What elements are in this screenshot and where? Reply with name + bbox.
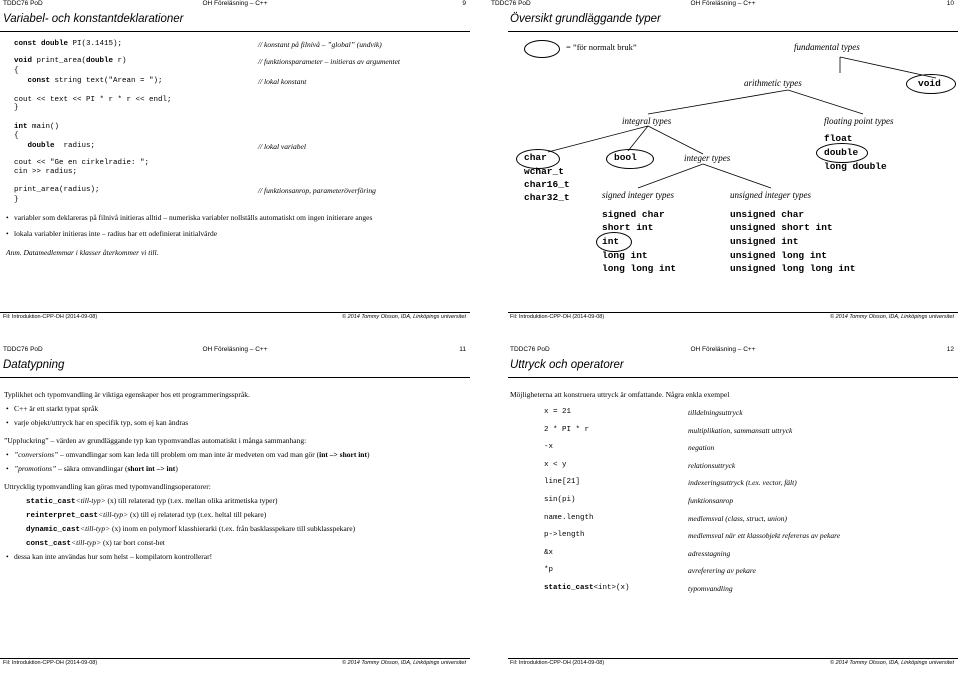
conversions-example: int –> short int: [319, 450, 367, 459]
label-unsigned: unsigned integer types: [730, 190, 811, 200]
promotions-example: short int –> int: [127, 464, 176, 473]
header-page-number: 10: [946, 0, 954, 7]
cast-target: <till-typ>: [80, 524, 111, 533]
legend-text: = ”för normalt bruk”: [566, 42, 637, 52]
type-long-double: long double: [824, 161, 887, 172]
expression-code: 2 * PI * r: [544, 425, 590, 434]
title-divider: [508, 377, 958, 378]
cast-reinterpret: [26, 510, 266, 520]
cast-description: (x) till ej relaterad typ (t.ex. heltal till pekare): [128, 510, 267, 519]
expression-code: line[21]: [544, 478, 581, 487]
explicit-cast-text: Uttrycklig typomvandling kan göras med typomvandlingsoperatorer:: [4, 482, 211, 491]
expression-code: x < y: [544, 460, 567, 469]
code-line-5: cout << text << PI * r * r << endl;: [14, 96, 172, 104]
note: Anm. Datamedlemmar i klasser återkommer vi till.: [6, 248, 159, 257]
intro-text: Möjligheterna att konstruera uttryck är omfattande. Några enkla exempel: [510, 390, 730, 399]
expression-description: typomvandling: [688, 584, 733, 593]
label-signed: signed integer types: [602, 190, 674, 200]
intro-text: Typlikhet och typomvandling är viktiga egenskaper hos ett programmeringsspråk.: [4, 390, 250, 399]
bullet-checked: • dessa kan inte användas hur som helst – kompilatorn kontrollerar!: [14, 552, 212, 561]
slide-10: [488, 0, 958, 334]
header-course: TDDC76 PoD: [3, 0, 43, 7]
slide-header: [488, 346, 958, 358]
type-wchar: wchar_t: [524, 166, 564, 177]
expression-code: static_cast<int>(x): [544, 584, 630, 592]
slide-11: [0, 346, 470, 680]
type-unsigned-int: unsigned int: [730, 236, 799, 247]
cast-keyword: dynamic_cast: [26, 526, 81, 534]
code-line-12: print_area(radius);: [14, 186, 100, 194]
expression-description: avreferering av pekare: [688, 566, 756, 576]
expression-description: tilldelningsuttryck: [688, 408, 743, 417]
code-line-13: }: [14, 196, 19, 204]
footer-file: Fil: Introduktion-CPP-OH (2014-09-08): [510, 314, 605, 320]
label-arithmetic: arithmetic types: [744, 78, 802, 88]
type-int: int: [602, 236, 620, 247]
slide-title: Uttryck och operatorer: [510, 359, 624, 371]
label-integer: integer types: [684, 153, 731, 163]
header-course: TDDC76 PoD: [510, 346, 550, 353]
header-page-number: 11: [459, 346, 466, 353]
cast-description: (x) till relaterad typ (t.ex. mellan olika aritmetiska typer): [105, 496, 278, 505]
slide-title: Datatypning: [3, 359, 65, 371]
bullet-local-vars: • lokala variabler initieras inte – radius har ett odefinierat initialvärde: [14, 229, 217, 238]
code-line-9: double radius;: [27, 142, 96, 150]
slide-9: [0, 0, 470, 334]
header-page-number: 12: [946, 346, 954, 353]
slide-12: [488, 346, 958, 680]
cast-target: <till-typ>: [75, 496, 106, 505]
code-comment-4: // lokal konstant: [258, 77, 307, 86]
code-comment-2: // funktionsparameter – initieras av argumentet: [258, 57, 400, 66]
cast-const: [26, 538, 165, 548]
code-line-4: const string text("Arean = ");: [27, 77, 163, 85]
header-course: TDDC76 PoD: [3, 346, 43, 353]
expression-description: relationsuttryck: [688, 460, 736, 470]
bullet-file-level: • variabler som deklareras på filnivå initieras alltid – numeriska variabler nollställs automatiskt om ingen initierare anges: [14, 213, 372, 222]
expression-description: multiplikation, sammansatt uttryck: [688, 425, 793, 435]
header-lecture: OH Föreläsning – C++: [690, 346, 756, 353]
promotions-term: ”promotions”: [14, 464, 57, 473]
footer-divider: [508, 658, 958, 659]
footer-divider: [508, 312, 958, 313]
type-char32: char32_t: [524, 192, 570, 203]
slide-header: [0, 346, 470, 358]
type-void: void: [918, 78, 941, 89]
footer-file: Fil: Introduktion-CPP-OH (2014-09-08): [3, 660, 98, 666]
cast-keyword: static_cast: [544, 584, 594, 592]
title-divider: [0, 31, 470, 32]
conversions-term: ”conversions”: [14, 450, 59, 459]
expression-code: p->length: [544, 531, 585, 540]
code-line-3: {: [14, 67, 19, 75]
type-bool: bool: [614, 152, 637, 163]
code-line-6: }: [14, 104, 19, 112]
type-unsigned-long-long-int: unsigned long long int: [730, 263, 856, 274]
bullet-promotions: • ”promotions” – säkra omvandlingar (short int –> int): [14, 464, 178, 473]
expression-code: -x: [544, 443, 554, 452]
expression-description: medlemsval när ett klassobjekt refereras av pekare: [688, 531, 841, 541]
code-line-8: {: [14, 132, 19, 140]
header-lecture: OH Föreläsning – C++: [202, 346, 268, 353]
cast-description: (x) tar bort const-het: [101, 538, 165, 547]
cast-keyword: reinterpret_cast: [26, 512, 99, 520]
code-comment-12: // funktionsanrop, parameteröverföring: [258, 186, 376, 195]
footer-divider: [0, 312, 470, 313]
cast-description: (x) inom en polymorf klasshierarki (t.ex. från basklasspekare till subklasspekare): [110, 524, 356, 533]
type-signed-char: signed char: [602, 209, 665, 220]
expression-code: *p: [544, 566, 554, 575]
label-floating: floating point types: [824, 116, 894, 126]
conversions-text: – omvandlingar som kan leda till problem om man inte är medveten om vad man gör (: [58, 450, 320, 459]
bullet-specific-type: • varje objekt/uttryck har en specifik typ, som ej kan ändras: [14, 418, 188, 427]
expression-description: indexeringsuttryck (t.ex. vector, fält): [688, 478, 797, 488]
header-course: TDDC76 PoD: [491, 0, 531, 7]
uppluckring-text: ”Uppluckring” – värden av grundläggande typ kan typomvandlas automatiskt i många sammanhang:: [4, 436, 307, 445]
type-unsigned-short-int: unsigned short int: [730, 222, 833, 233]
footer-file: Fil: Introduktion-CPP-OH (2014-09-08): [510, 660, 605, 666]
code-comment-9: // lokal variabel: [258, 142, 306, 151]
legend-oval: [524, 40, 560, 58]
expression-description: funktionsanrop: [688, 496, 734, 505]
label-fundamental: fundamental types: [794, 42, 860, 52]
expression-code: sin(pi): [544, 496, 576, 504]
expression-description: adresstagning: [688, 548, 731, 558]
slide-title: Variabel- och konstantdeklarationer: [3, 13, 184, 25]
promotions-text: – säkra omvandlingar (: [56, 464, 128, 473]
expression-code: x = 21: [544, 408, 572, 416]
expression-description: medlemsval (class, struct, union): [688, 513, 787, 523]
type-char16: char16_t: [524, 179, 570, 190]
type-unsigned-long-int: unsigned long int: [730, 250, 827, 261]
footer-copyright: © 2014 Tommy Olsson, IDA, Linköpings universitet: [342, 314, 466, 320]
bullet-strongly-typed: • C++ är ett starkt typat språk: [14, 404, 98, 413]
cast-keyword: static_cast: [26, 498, 76, 506]
footer-copyright: © 2014 Tommy Olsson, IDA, Linköpings universitet: [830, 314, 954, 320]
cast-target: <till-typ>: [71, 538, 102, 547]
expression-code: &x: [544, 548, 554, 557]
header-lecture: OH Föreläsning – C++: [202, 0, 268, 7]
type-long-long-int: long long int: [602, 263, 677, 274]
code-line-11: cin >> radius;: [14, 168, 78, 176]
header-page-number: 9: [462, 0, 466, 7]
bullet-conversions: • ”conversions” – omvandlingar som kan leda till problem om man inte är medveten om vad man gör (int –> short int): [14, 450, 369, 459]
cast-static: [26, 496, 277, 506]
type-char: char: [524, 152, 547, 163]
code-comment-1: // konstant på filnivå – ”global” (undvik): [258, 40, 382, 49]
type-float: float: [824, 133, 853, 144]
type-double: double: [824, 147, 859, 158]
type-short-int: short int: [602, 222, 654, 233]
title-divider: [0, 377, 470, 378]
footer-copyright: © 2014 Tommy Olsson, IDA, Linköpings universitet: [830, 660, 954, 666]
code-line-7: int main(): [14, 123, 60, 131]
slide-footer: [488, 314, 958, 324]
expression-description: negation: [688, 443, 715, 453]
footer-file: Fil: Introduktion-CPP-OH (2014-09-08): [3, 314, 98, 320]
code-line-1: const double PI(3.1415);: [14, 40, 123, 48]
cast-dynamic: [26, 524, 355, 534]
type-unsigned-char: unsigned char: [730, 209, 805, 220]
cast-target: <till-typ>: [98, 510, 129, 519]
code-line-2: void print_area(double r): [14, 57, 127, 65]
slide-header: [0, 0, 470, 12]
footer-divider: [0, 658, 470, 659]
expression-code: name.length: [544, 513, 594, 522]
type-long-int: long int: [602, 250, 648, 261]
cast-keyword: const_cast: [26, 540, 72, 548]
slide-footer: [0, 314, 470, 324]
label-integral: integral types: [622, 116, 672, 126]
header-lecture: OH Föreläsning – C++: [690, 0, 756, 7]
code-line-10: cout << "Ge en cirkelradie: ";: [14, 159, 150, 167]
footer-copyright: © 2014 Tommy Olsson, IDA, Linköpings universitet: [342, 660, 466, 666]
slide-title: Översikt grundläggande typer: [510, 13, 661, 25]
